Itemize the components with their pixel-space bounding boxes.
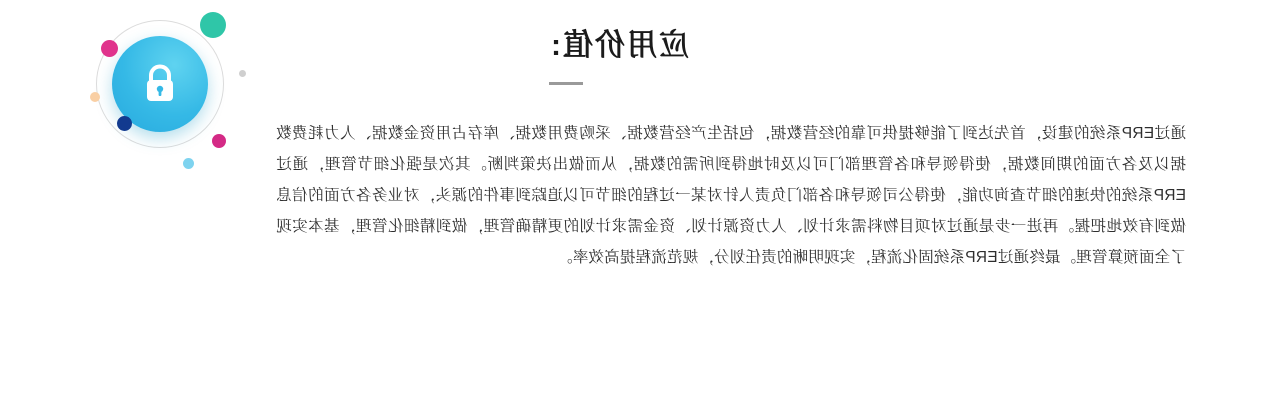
page-title: 应用价值:: [549, 29, 689, 62]
dot-gray: [239, 70, 246, 77]
title-underline-divider: [549, 82, 583, 85]
body-block: [276, 118, 1186, 273]
dot-peach: [90, 92, 100, 102]
heading-block: [549, 28, 979, 90]
body-paragraph: 通过ERP系统的建设，首先达到了能够提供可靠的经营数据，包括生产经营数据、采购费用数据、库存占用资金数据、人力耗费数据以及各方面的期间数据，使得领导和各管理部门可以及时地得到所需的数据，从而做出决策判断。其次是强化细节管理，通过ERP系统的快速的细节查询功能，使得公司领导和各部门负责人针对某一过程的细节可以追踪到事件的源头，对业务各方面的信息做到有效地把握。再进一步是通过对项目物料需求计划、人力资源计划、资金需求计划的更精确管理，做到精细化管理，基本实现了全面预算管理。最终通过ERP系统固化流程，实现明晰的责任划分，规范流程提高效率。: [276, 125, 1186, 266]
dot-light-blue: [183, 158, 194, 169]
lock-icon: [140, 62, 180, 106]
dot-teal: [200, 12, 226, 38]
dot-magenta: [212, 134, 226, 148]
dot-navy: [117, 116, 132, 131]
dot-pink: [101, 40, 118, 57]
decorative-graphic: [66, 6, 252, 192]
